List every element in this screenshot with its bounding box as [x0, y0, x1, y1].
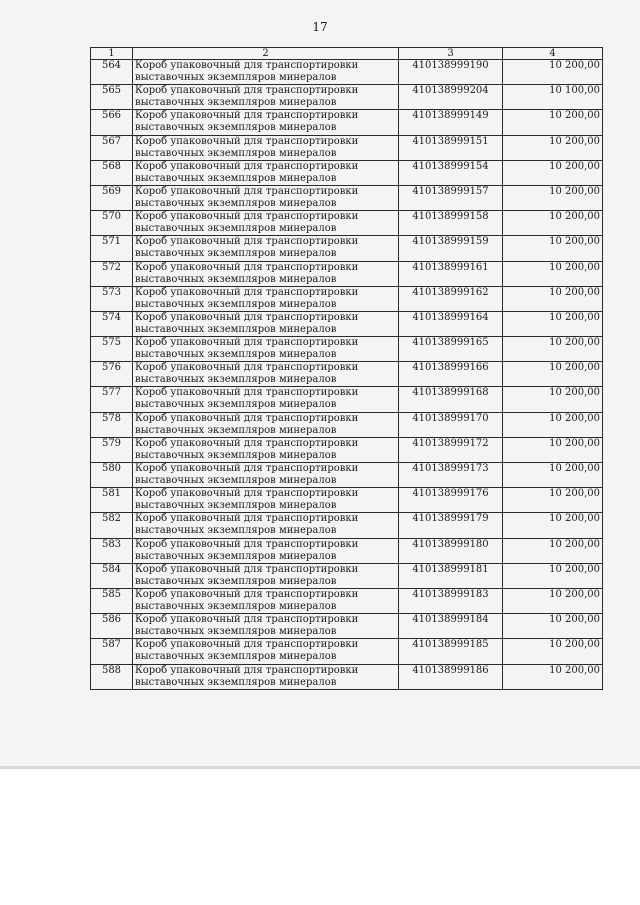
row-number: 568: [91, 160, 133, 185]
row-number: 584: [91, 563, 133, 588]
item-price: 10 200,00: [503, 311, 603, 336]
item-name: [133, 110, 399, 135]
inventory-code: 410138999172: [399, 437, 503, 462]
item-name-line-1: Короб упаковочный для транспортировки: [135, 437, 359, 449]
row-number: 573: [91, 286, 133, 311]
item-name-line-2: выставочных экземпляров минералов: [135, 273, 337, 285]
column-header-code: 3: [399, 48, 503, 60]
row-number: 588: [91, 664, 133, 689]
item-name-line-2: выставочных экземпляров минералов: [135, 651, 337, 663]
item-name: [133, 311, 399, 336]
column-header-index: 1: [91, 48, 133, 60]
item-name-line-1: Короб упаковочный для транспортировки: [135, 311, 359, 323]
item-price: 10 200,00: [503, 337, 603, 362]
item-name-line-2: выставочных экземпляров минералов: [135, 676, 337, 688]
item-name-line-2: выставочных экземпляров минералов: [135, 298, 337, 310]
table-row: [91, 488, 603, 513]
row-number: 566: [91, 110, 133, 135]
item-name-line-1: Короб упаковочный для транспортировки: [135, 488, 359, 500]
table-row: [91, 513, 603, 538]
item-name-line-2: выставочных экземпляров минералов: [135, 500, 337, 512]
item-name: [133, 437, 399, 462]
item-name: [133, 160, 399, 185]
row-number: 586: [91, 614, 133, 639]
item-name-line-2: выставочных экземпляров минералов: [135, 525, 337, 537]
item-name: [133, 236, 399, 261]
row-number: 570: [91, 211, 133, 236]
item-name-line-2: выставочных экземпляров минералов: [135, 575, 337, 587]
item-name-line-2: выставочных экземпляров минералов: [135, 475, 337, 486]
inventory-code: 410138999176: [399, 488, 503, 513]
inventory-code: 410138999151: [399, 135, 503, 160]
item-name: [133, 286, 399, 311]
item-name-line-2: выставочных экземпляров минералов: [135, 97, 337, 109]
table-row: [91, 261, 603, 286]
item-name-line-1: Короб упаковочный для транспортировки: [135, 337, 359, 349]
table-row: [91, 639, 603, 664]
item-name-line-1: Короб упаковочный для транспортировки: [135, 387, 359, 399]
item-name: [133, 261, 399, 286]
item-name-line-1: Короб упаковочный для транспортировки: [135, 362, 359, 374]
table-row: [91, 387, 603, 412]
item-price: 10 200,00: [503, 488, 603, 513]
inventory-code: 410138999185: [399, 639, 503, 664]
item-price: 10 200,00: [503, 513, 603, 538]
table-row: [91, 337, 603, 362]
item-name: [133, 588, 399, 613]
inventory-code: 410138999170: [399, 412, 503, 437]
item-name: [133, 85, 399, 110]
inventory-code: 410138999173: [399, 463, 503, 488]
table-row: [91, 311, 603, 336]
item-name: [133, 513, 399, 538]
item-price: 10 200,00: [503, 110, 603, 135]
row-number: 579: [91, 437, 133, 462]
item-price: 10 200,00: [503, 563, 603, 588]
inventory-code: 410138999157: [399, 185, 503, 210]
row-number: 565: [91, 85, 133, 110]
inventory-code: 410138999190: [399, 60, 503, 85]
row-number: 582: [91, 513, 133, 538]
row-number: 580: [91, 463, 133, 488]
item-name-line-2: выставочных экземпляров минералов: [135, 349, 337, 361]
item-name: [133, 337, 399, 362]
item-name-line-2: выставочных экземпляров минералов: [135, 374, 337, 386]
row-number: 587: [91, 639, 133, 664]
inventory-code: 410138999165: [399, 337, 503, 362]
column-header-price: 4: [503, 48, 603, 60]
table-row: [91, 160, 603, 185]
item-name-line-1: Короб упаковочный для транспортировки: [135, 60, 359, 71]
table-row: [91, 286, 603, 311]
item-name: [133, 60, 399, 85]
item-name-line-2: выставочных экземпляров минералов: [135, 449, 337, 461]
table-row: [91, 538, 603, 563]
table-row: [91, 211, 603, 236]
item-name-line-2: выставочных экземпляров минералов: [135, 72, 337, 83]
inventory-code: 410138999166: [399, 362, 503, 387]
item-name-line-1: Короб упаковочный для транспортировки: [135, 160, 359, 172]
inventory-code: 410138999184: [399, 614, 503, 639]
item-name: [133, 639, 399, 664]
inventory-code: 410138999154: [399, 160, 503, 185]
table-row: [91, 135, 603, 160]
item-name: [133, 211, 399, 236]
item-price: 10 200,00: [503, 185, 603, 210]
inventory-code: 410138999161: [399, 261, 503, 286]
item-price: 10 100,00: [503, 85, 603, 110]
row-number: 576: [91, 362, 133, 387]
item-price: 10 200,00: [503, 160, 603, 185]
item-name-line-1: Короб упаковочный для транспортировки: [135, 85, 359, 97]
inventory-code: 410138999159: [399, 236, 503, 261]
table-row: [91, 463, 603, 488]
item-name-line-1: Короб упаковочный для транспортировки: [135, 185, 359, 197]
item-name-line-1: Короб упаковочный для транспортировки: [135, 563, 359, 575]
inventory-code: 410138999162: [399, 286, 503, 311]
item-price: 10 200,00: [503, 639, 603, 664]
item-name-line-1: Короб упаковочный для транспортировки: [135, 110, 359, 122]
table-row: [91, 563, 603, 588]
item-name: [133, 563, 399, 588]
item-price: 10 200,00: [503, 135, 603, 160]
item-name-line-2: выставочных экземпляров минералов: [135, 323, 337, 335]
table-body: [91, 60, 603, 690]
item-name: [133, 463, 399, 488]
table-row: [91, 362, 603, 387]
item-name: [133, 412, 399, 437]
item-name-line-2: выставочных экземпляров минералов: [135, 399, 337, 411]
row-number: 578: [91, 412, 133, 437]
row-number: 571: [91, 236, 133, 261]
item-name-line-1: Короб упаковочный для транспортировки: [135, 261, 359, 273]
item-name-line-2: выставочных экземпляров минералов: [135, 172, 337, 184]
table-row: [91, 588, 603, 613]
item-name-line-1: Короб упаковочный для транспортировки: [135, 639, 359, 651]
inventory-code: 410138999183: [399, 588, 503, 613]
inventory-code: 410138999179: [399, 513, 503, 538]
item-name-line-1: Короб упаковочный для транспортировки: [135, 211, 359, 223]
row-number: 575: [91, 337, 133, 362]
item-name: [133, 614, 399, 639]
item-name-line-1: Короб упаковочный для транспортировки: [135, 412, 359, 424]
table-row: [91, 110, 603, 135]
item-price: 10 200,00: [503, 664, 603, 689]
table-row: [91, 412, 603, 437]
header-row: [91, 48, 603, 60]
item-price: 10 200,00: [503, 412, 603, 437]
item-name-line-2: выставочных экземпляров минералов: [135, 223, 337, 235]
item-price: 10 200,00: [503, 211, 603, 236]
inventory-code: 410138999204: [399, 85, 503, 110]
item-name: [133, 538, 399, 563]
table-row: [91, 664, 603, 689]
row-number: 583: [91, 538, 133, 563]
item-name: [133, 387, 399, 412]
row-number: 572: [91, 261, 133, 286]
inventory-code: 410138999180: [399, 538, 503, 563]
item-name-line-1: Короб упаковочный для транспортировки: [135, 664, 359, 676]
table-row: [91, 85, 603, 110]
item-name-line-2: выставочных экземпляров минералов: [135, 550, 337, 562]
item-price: 10 200,00: [503, 60, 603, 85]
table-row: [91, 185, 603, 210]
row-number: 564: [91, 60, 133, 85]
item-price: 10 200,00: [503, 538, 603, 563]
table-row: [91, 60, 603, 85]
table-row: [91, 614, 603, 639]
item-name: [133, 185, 399, 210]
item-name-line-2: выставочных экземпляров минералов: [135, 147, 337, 159]
item-name-line-1: Короб упаковочный для транспортировки: [135, 135, 359, 147]
item-name-line-1: Короб упаковочный для транспортировки: [135, 513, 359, 525]
item-price: 10 200,00: [503, 588, 603, 613]
inventory-code: 410138999158: [399, 211, 503, 236]
item-name-line-2: выставочных экземпляров минералов: [135, 197, 337, 209]
row-number: 569: [91, 185, 133, 210]
item-price: 10 200,00: [503, 236, 603, 261]
item-name-line-1: Короб упаковочный для транспортировки: [135, 538, 359, 550]
item-price: 10 200,00: [503, 614, 603, 639]
item-price: 10 200,00: [503, 387, 603, 412]
item-price: 10 200,00: [503, 463, 603, 488]
item-price: 10 200,00: [503, 286, 603, 311]
column-header-name: 2: [133, 48, 399, 60]
item-name-line-1: Короб упаковочный для транспортировки: [135, 614, 359, 626]
item-price: 10 200,00: [503, 261, 603, 286]
registry-table: [90, 47, 603, 690]
item-price: 10 200,00: [503, 437, 603, 462]
item-name: [133, 664, 399, 689]
row-number: 567: [91, 135, 133, 160]
row-number: 577: [91, 387, 133, 412]
table-row: [91, 437, 603, 462]
inventory-code: 410138999181: [399, 563, 503, 588]
item-name-line-2: выставочных экземпляров минералов: [135, 248, 337, 260]
row-number: 585: [91, 588, 133, 613]
item-name: [133, 488, 399, 513]
item-name-line-2: выставочных экземпляров минералов: [135, 122, 337, 134]
item-name-line-1: Короб упаковочный для транспортировки: [135, 286, 359, 298]
row-number: 574: [91, 311, 133, 336]
inventory-code: 410138999186: [399, 664, 503, 689]
page-number: 17: [312, 20, 328, 34]
inventory-code: 410138999164: [399, 311, 503, 336]
item-name-line-1: Короб упаковочный для транспортировки: [135, 236, 359, 248]
item-name-line-2: выставочных экземпляров минералов: [135, 600, 337, 612]
item-price: 10 200,00: [503, 362, 603, 387]
item-name: [133, 135, 399, 160]
item-name-line-1: Короб упаковочный для транспортировки: [135, 588, 359, 600]
inventory-code: 410138999168: [399, 387, 503, 412]
item-name: [133, 362, 399, 387]
table-row: [91, 236, 603, 261]
inventory-code: 410138999149: [399, 110, 503, 135]
row-number: 581: [91, 488, 133, 513]
item-name-line-1: Короб упаковочный для транспортировки: [135, 463, 359, 474]
item-name-line-2: выставочных экземпляров минералов: [135, 626, 337, 638]
item-name-line-2: выставочных экземпляров минералов: [135, 424, 337, 436]
